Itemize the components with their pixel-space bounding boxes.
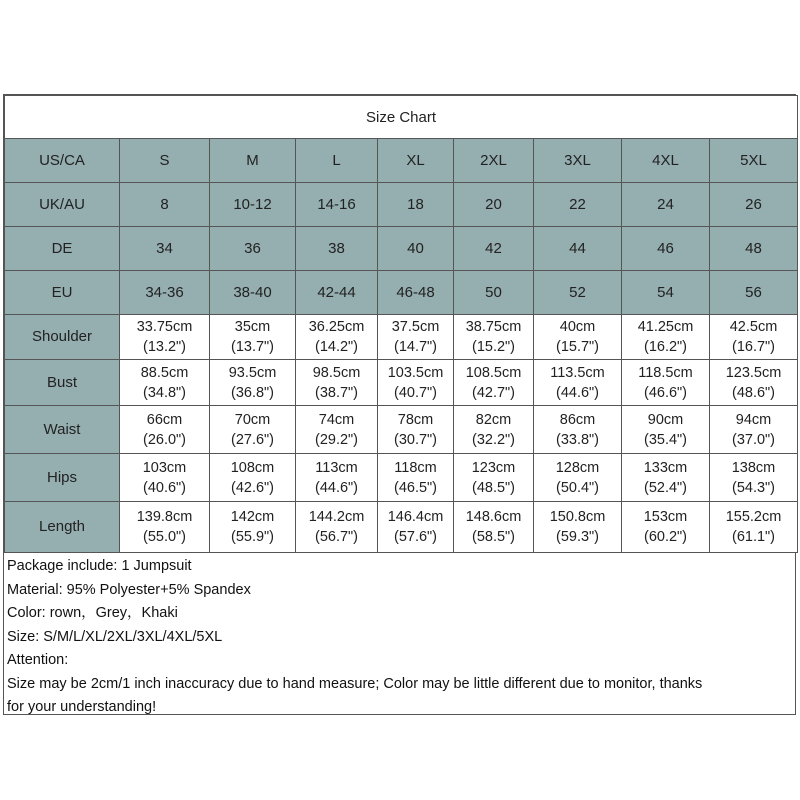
inch-value: (46.5"): [393, 479, 438, 496]
disclaimer-line-2: for your understanding!: [7, 699, 157, 715]
inch-value: (60.2"): [643, 529, 688, 545]
cm-value: 98.5cm: [312, 364, 361, 381]
measurement-cell: [454, 502, 534, 553]
measurement-row: [5, 454, 798, 502]
inch-value: (13.7"): [230, 339, 275, 355]
size-cell: 5XL: [710, 139, 798, 183]
measurement-cell: [622, 360, 710, 406]
cm-value: 155.2cm: [725, 509, 782, 525]
material-note: Material: 95% Polyester+5% Spandex: [7, 581, 251, 598]
inch-value: (40.7"): [393, 384, 438, 401]
cm-value: 70cm: [234, 411, 271, 428]
inch-value: (46.6"): [643, 384, 688, 401]
attention-label: Attention:: [7, 652, 69, 668]
inch-value: (35.4"): [643, 431, 688, 448]
measurement-cell: [454, 406, 534, 454]
inch-value: (52.4"): [643, 479, 688, 496]
inch-value: (26.0"): [142, 431, 187, 448]
cm-value: 144.2cm: [308, 509, 365, 525]
measurement-cell: [710, 315, 798, 360]
size-cell: 54: [622, 271, 710, 315]
cm-value: 36.25cm: [308, 319, 365, 335]
measurement-cell: [296, 360, 378, 406]
measurement-cell: [210, 502, 296, 553]
size-note: Size: S/M/L/XL/2XL/3XL/4XL/5XL: [7, 628, 223, 645]
cm-value: 37.5cm: [391, 319, 440, 335]
cm-value: 118cm: [394, 459, 437, 476]
measurement-cell: [120, 360, 210, 406]
measurement-cell: [454, 454, 534, 502]
inch-value: (14.2"): [314, 339, 359, 355]
size-cell: S: [120, 139, 210, 183]
inch-value: (40.6"): [142, 479, 187, 496]
inch-value: (55.9"): [230, 529, 275, 545]
inch-value: (16.2"): [643, 339, 688, 355]
measurement-cell: [210, 360, 296, 406]
measurement-cell: [378, 406, 454, 454]
chart-title: Size Chart: [5, 96, 798, 139]
inch-value: (61.1"): [731, 529, 776, 545]
inch-value: (16.7"): [731, 339, 776, 355]
row-label: Waist: [5, 406, 120, 454]
cm-value: 33.75cm: [136, 319, 193, 335]
measurement-cell: [622, 315, 710, 360]
cm-value: 123cm: [471, 459, 516, 476]
cm-value: 113cm: [315, 459, 358, 476]
size-cell: 4XL: [622, 139, 710, 183]
measurement-cell: [210, 406, 296, 454]
measurement-cell: [534, 315, 622, 360]
inch-value: (29.2"): [314, 431, 359, 448]
row-label: US/CA: [5, 139, 120, 183]
cm-value: 90cm: [647, 411, 684, 428]
size-cell: 8: [120, 183, 210, 227]
size-cell: 44: [534, 227, 622, 271]
cm-value: 41.25cm: [637, 319, 694, 335]
size-row: [5, 183, 798, 227]
size-cell: XL: [378, 139, 454, 183]
product-notes: [7, 555, 791, 720]
cm-value: 103cm: [142, 459, 187, 476]
inch-value: (44.6"): [555, 384, 600, 401]
size-row: [5, 271, 798, 315]
measurement-cell: [296, 406, 378, 454]
inch-value: (15.7"): [555, 339, 600, 355]
inch-value: (30.7"): [393, 431, 438, 448]
measurement-cell: [378, 360, 454, 406]
measurement-cell: [454, 360, 534, 406]
cm-value: 118.5cm: [638, 364, 693, 381]
size-cell: 42-44: [296, 271, 378, 315]
cm-value: 78cm: [397, 411, 434, 428]
measurement-cell: [710, 360, 798, 406]
cm-value: 88.5cm: [140, 364, 189, 381]
size-cell: 42: [454, 227, 534, 271]
inch-value: (55.0"): [142, 529, 187, 545]
measurement-cell: [378, 454, 454, 502]
inch-value: (14.7"): [393, 339, 438, 355]
size-cell: 3XL: [534, 139, 622, 183]
inch-value: (42.7"): [471, 384, 516, 401]
inch-value: (36.8"): [230, 384, 275, 401]
size-cell: 22: [534, 183, 622, 227]
measurement-cell: [378, 315, 454, 360]
inch-value: (13.2"): [142, 339, 187, 355]
size-cell: 38: [296, 227, 378, 271]
size-cell: 24: [622, 183, 710, 227]
cm-value: 86cm: [559, 411, 596, 428]
cm-value: 128cm: [555, 459, 600, 476]
measurement-cell: [622, 502, 710, 553]
cm-value: 148.6cm: [465, 509, 522, 525]
cm-value: 139.8cm: [136, 509, 193, 525]
size-cell: L: [296, 139, 378, 183]
cm-value: 108cm: [230, 459, 275, 476]
disclaimer-line-1: Size may be 2cm/1 inch inaccuracy due to hand measure; Color may be little different due to monitor, thanks: [7, 675, 703, 692]
cm-value: 93.5cm: [228, 364, 277, 381]
cm-value: 113.5cm: [550, 364, 605, 381]
size-cell: 2XL: [454, 139, 534, 183]
size-cell: M: [210, 139, 296, 183]
size-cell: 48: [710, 227, 798, 271]
row-label: Hips: [5, 454, 120, 502]
measurement-cell: [120, 454, 210, 502]
measurement-cell: [534, 360, 622, 406]
measurement-cell: [120, 502, 210, 553]
cm-value: 74cm: [318, 411, 355, 428]
cm-value: 123.5cm: [725, 364, 782, 381]
color-note: Color: rown，Grey，Khaki: [7, 605, 178, 621]
inch-value: (48.5"): [471, 479, 516, 496]
cm-value: 108.5cm: [465, 364, 522, 381]
cm-value: 42.5cm: [729, 319, 778, 335]
inch-value: (34.8"): [142, 384, 187, 401]
size-row: [5, 227, 798, 271]
cm-value: 153cm: [643, 509, 688, 525]
cm-value: 40cm: [559, 319, 596, 335]
measurement-cell: [296, 502, 378, 553]
size-cell: 52: [534, 271, 622, 315]
inch-value: (50.4"): [555, 479, 600, 496]
row-label: Length: [5, 502, 120, 553]
cm-value: 94cm: [735, 411, 772, 428]
measurement-cell: [534, 454, 622, 502]
inch-value: (42.6"): [230, 479, 275, 496]
inch-value: (33.8"): [555, 431, 600, 448]
cm-value: 82cm: [475, 411, 512, 428]
measurement-cell: [622, 454, 710, 502]
cm-value: 138cm: [731, 459, 776, 476]
measurement-cell: [622, 406, 710, 454]
measurement-cell: [710, 454, 798, 502]
size-cell: 26: [710, 183, 798, 227]
size-row: [5, 139, 798, 183]
inch-value: (37.0"): [731, 431, 776, 448]
inch-value: (27.6"): [230, 431, 275, 448]
inch-value: (57.6"): [393, 529, 438, 545]
measurement-cell: [710, 406, 798, 454]
measurement-cell: [534, 502, 622, 553]
cm-value: 150.8cm: [549, 509, 606, 525]
cm-value: 146.4cm: [387, 509, 444, 525]
row-label: Bust: [5, 360, 120, 406]
measurement-row: [5, 502, 798, 553]
inch-value: (38.7"): [314, 384, 359, 401]
size-cell: 10-12: [210, 183, 296, 227]
cm-value: 35cm: [234, 319, 271, 335]
measurement-cell: [120, 315, 210, 360]
cm-value: 38.75cm: [465, 319, 522, 335]
size-chart-table: [4, 95, 798, 553]
measurement-cell: [378, 502, 454, 553]
measurement-cell: [534, 406, 622, 454]
inch-value: (44.6"): [314, 479, 359, 496]
inch-value: (59.3"): [555, 529, 600, 545]
package-note: Package include: 1 Jumpsuit: [7, 558, 192, 574]
size-cell: 40: [378, 227, 454, 271]
measurement-cell: [210, 315, 296, 360]
inch-value: (15.2"): [471, 339, 516, 355]
size-cell: 18: [378, 183, 454, 227]
size-cell: 34: [120, 227, 210, 271]
cm-value: 103.5cm: [387, 364, 444, 381]
measurement-cell: [296, 315, 378, 360]
row-label: DE: [5, 227, 120, 271]
inch-value: (54.3"): [731, 479, 776, 496]
cm-value: 66cm: [146, 411, 183, 428]
measurement-cell: [120, 406, 210, 454]
row-label: UK/AU: [5, 183, 120, 227]
size-cell: 56: [710, 271, 798, 315]
measurement-cell: [210, 454, 296, 502]
size-chart-panel: [3, 94, 796, 715]
size-cell: 46-48: [378, 271, 454, 315]
cm-value: 142cm: [230, 509, 275, 525]
measurement-row: [5, 360, 798, 406]
inch-value: (32.2"): [471, 431, 516, 448]
size-cell: 46: [622, 227, 710, 271]
measurement-cell: [296, 454, 378, 502]
inch-value: (56.7"): [314, 529, 359, 545]
measurement-cell: [454, 315, 534, 360]
measurement-row: [5, 315, 798, 360]
cm-value: 133cm: [643, 459, 688, 476]
measurement-cell: [710, 502, 798, 553]
row-label: EU: [5, 271, 120, 315]
row-label: Shoulder: [5, 315, 120, 360]
inch-value: (48.6"): [731, 384, 776, 401]
size-cell: 38-40: [210, 271, 296, 315]
size-cell: 14-16: [296, 183, 378, 227]
size-cell: 20: [454, 183, 534, 227]
size-cell: 50: [454, 271, 534, 315]
measurement-row: [5, 406, 798, 454]
size-cell: 36: [210, 227, 296, 271]
size-cell: 34-36: [120, 271, 210, 315]
inch-value: (58.5"): [471, 529, 516, 545]
